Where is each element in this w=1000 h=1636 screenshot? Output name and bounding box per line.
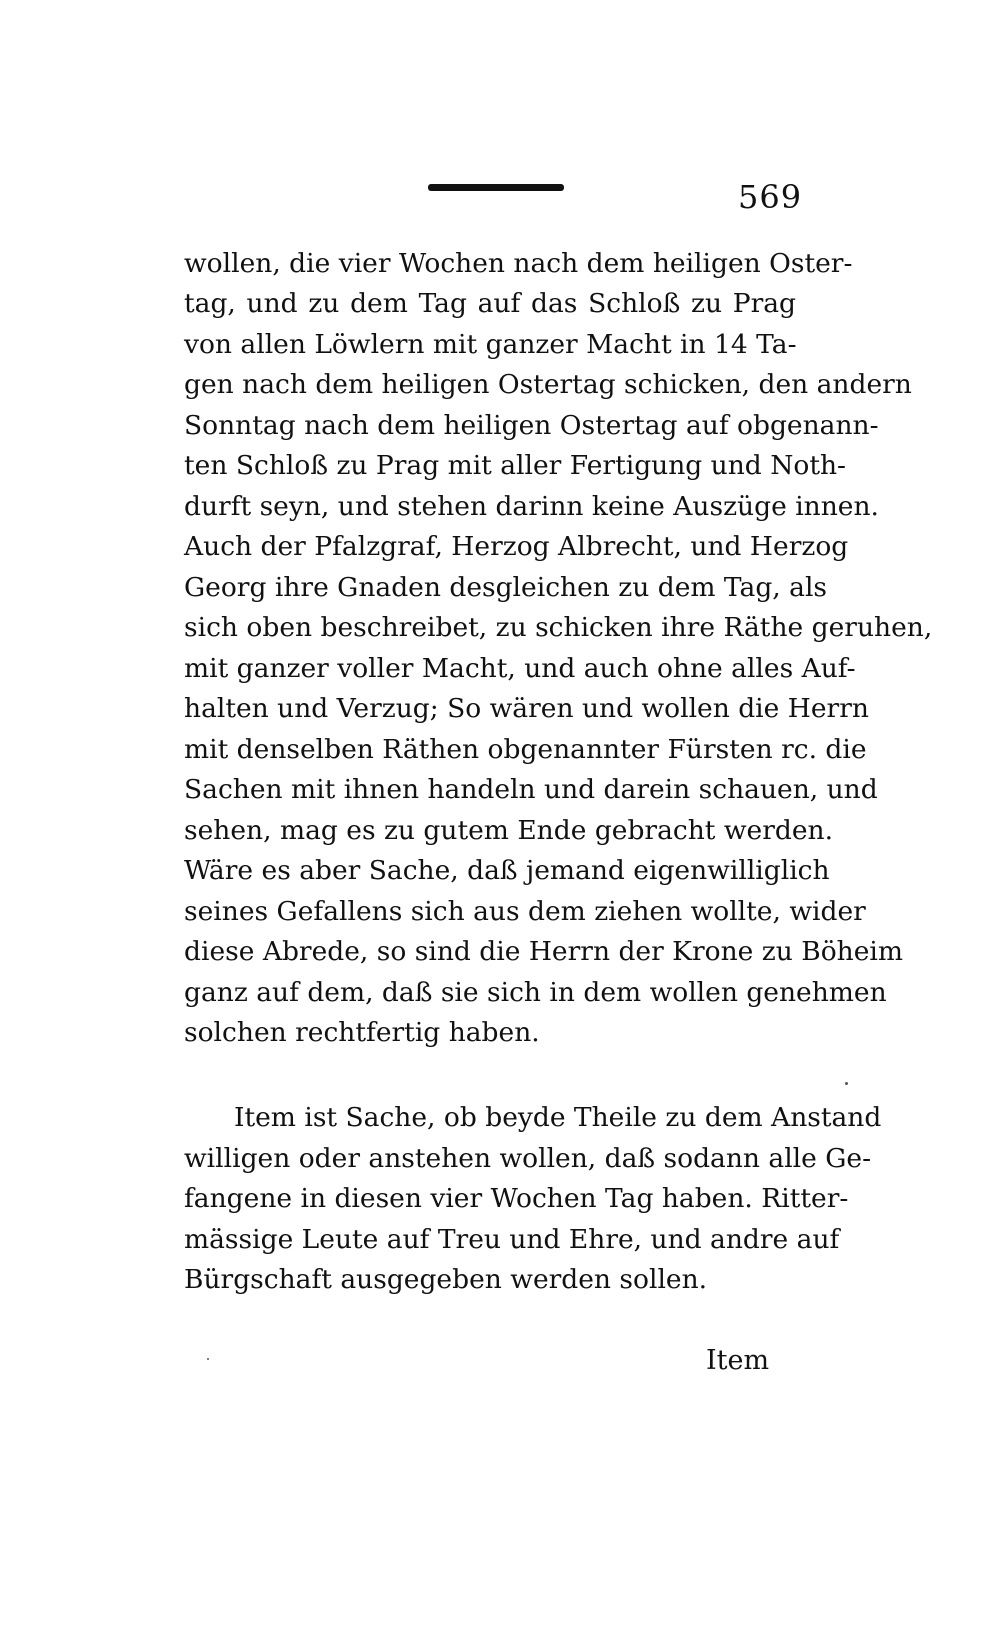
text-line: durft seyn, und stehen darinn keine Auszüge innen. [184, 491, 879, 522]
text-line: mit denselben Räthen obgenannter Fürsten rc. die [184, 734, 867, 765]
text-line: gen nach dem heiligen Ostertag schicken, den andern [184, 369, 912, 400]
text-line: sich oben beschreibet, zu schicken ihre Räthe geruhen, [184, 612, 933, 643]
text-line: Item ist Sache, ob beyde Theile zu dem Anstand [234, 1102, 882, 1133]
text-line: Bürgschaft ausgegeben werden sollen. [184, 1264, 708, 1295]
header-rule [428, 184, 564, 191]
text-line: halten und Verzug; So wären und wollen die Herrn [184, 693, 869, 724]
text-line: tag, und zu dem Tag auf das Schloß zu Prag [184, 288, 796, 319]
text-line: solchen rechtfertig haben. [184, 1017, 540, 1048]
text-line: Auch der Pfalzgraf, Herzog Albrecht, und Herzog [184, 531, 849, 562]
text-line: diese Abrede, so sind die Herrn der Krone zu Böheim [184, 936, 904, 967]
paper-speck [207, 1358, 209, 1360]
text-line: fangene in diesen vier Wochen Tag haben. Ritter- [184, 1183, 849, 1214]
text-line: von allen Löwlern mit ganzer Macht in 14 Ta- [184, 329, 797, 360]
text-line: sehen, mag es zu gutem Ende gebracht werden. [184, 815, 834, 846]
page-number: 569 [738, 178, 803, 216]
text-line: Georg ihre Gnaden desgleichen zu dem Tag, als [184, 572, 828, 603]
paper-speck [845, 1082, 848, 1085]
text-line: ganz auf dem, daß sie sich in dem wollen genehmen [184, 977, 887, 1008]
text-line: ten Schloß zu Prag mit aller Fertigung und Noth- [184, 450, 847, 481]
text-line: mässige Leute auf Treu und Ehre, und andre auf [184, 1224, 840, 1255]
catchword: Item [706, 1345, 770, 1376]
text-line: Wäre es aber Sache, daß jemand eigenwilliglich [184, 855, 830, 886]
text-line: mit ganzer voller Macht, und auch ohne alles Auf- [184, 653, 856, 684]
text-line: Sachen mit ihnen handeln und darein schauen, und [184, 774, 878, 805]
text-line: seines Gefallens sich aus dem ziehen wollte, wider [184, 896, 866, 927]
text-line: Sonntag nach dem heiligen Ostertag auf obgenann- [184, 410, 879, 441]
text-line: wollen, die vier Wochen nach dem heiligen Oster- [184, 248, 853, 279]
text-line: willigen oder anstehen wollen, daß sodann alle Ge- [184, 1143, 872, 1174]
